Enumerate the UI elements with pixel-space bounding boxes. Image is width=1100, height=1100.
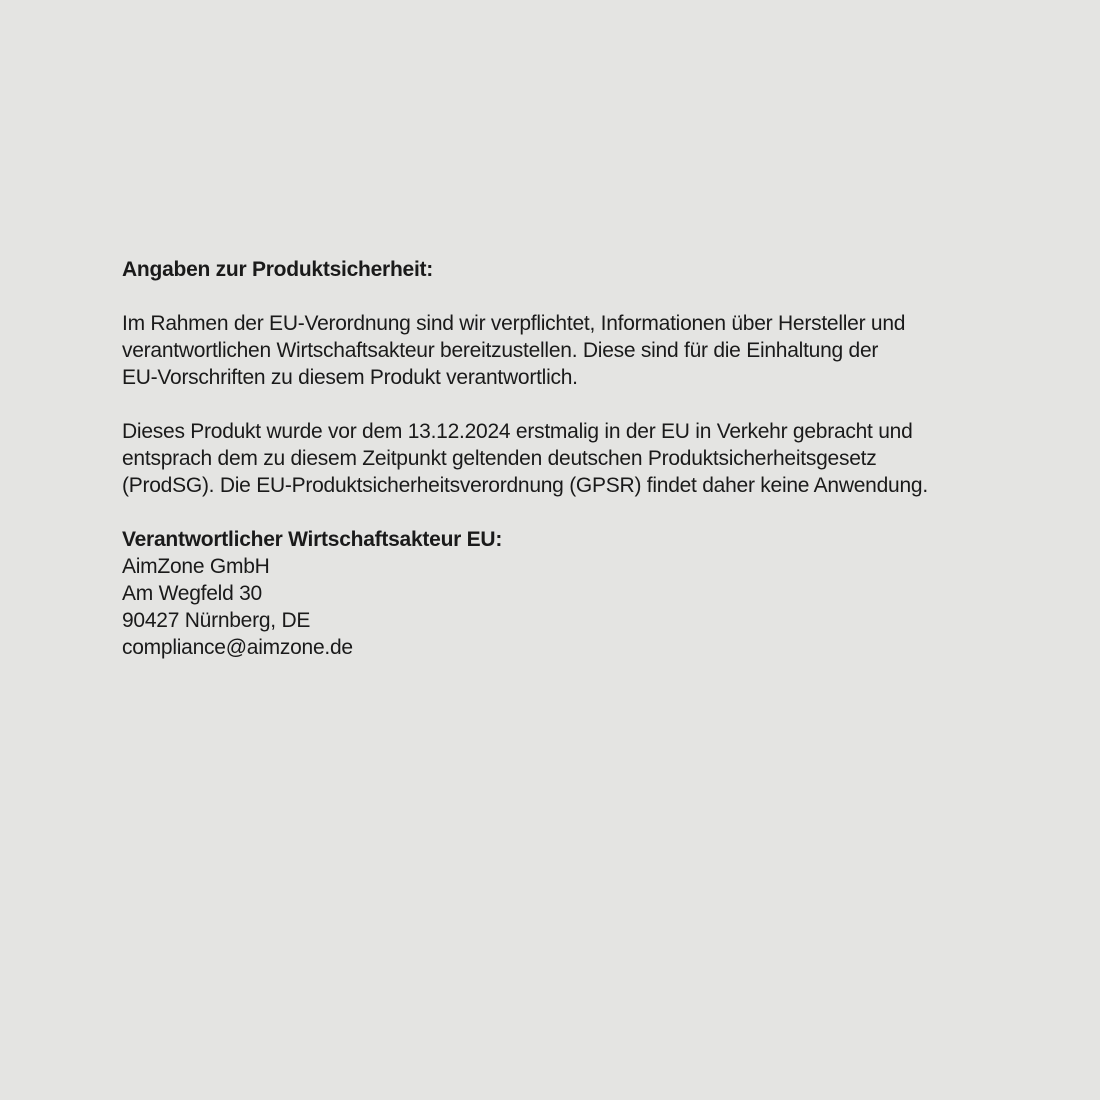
grandfathering-line-1: Dieses Produkt wurde vor dem 13.12.2024 erstmalig in der EU in Verkehr gebracht und: [122, 420, 913, 443]
operator-company-name: AimZone GmbH: [122, 555, 270, 578]
notice-title: Angaben zur Produktsicherheit:: [122, 258, 434, 281]
intro-line-2: verantwortlichen Wirtschaftsakteur bereitzustellen. Diese sind für die Einhaltung der: [122, 339, 879, 362]
intro-line-3: EU-Vorschriften zu diesem Produkt verantwortlich.: [122, 366, 578, 389]
grandfathering-line-3: (ProdSG). Die EU-Produktsicherheitsverordnung (GPSR) findet daher keine Anwendung.: [122, 474, 928, 497]
grandfathering-paragraph: [122, 418, 928, 499]
economic-operator-title: Verantwortlicher Wirtschaftsakteur EU:: [122, 528, 503, 551]
grandfathering-line-2: entsprach dem zu diesem Zeitpunkt geltenden deutschen Produktsicherheitsgesetz: [122, 447, 877, 470]
operator-city-postal: 90427 Nürnberg, DE: [122, 609, 311, 632]
notice-text-block: [122, 256, 928, 661]
economic-operator-block: [122, 526, 928, 661]
operator-street-address: Am Wegfeld 30: [122, 582, 262, 605]
intro-line-1: Im Rahmen der EU-Verordnung sind wir verpflichtet, Informationen über Hersteller und: [122, 312, 906, 335]
intro-paragraph: [122, 310, 928, 391]
operator-email-address: compliance@aimzone.de: [122, 636, 353, 659]
